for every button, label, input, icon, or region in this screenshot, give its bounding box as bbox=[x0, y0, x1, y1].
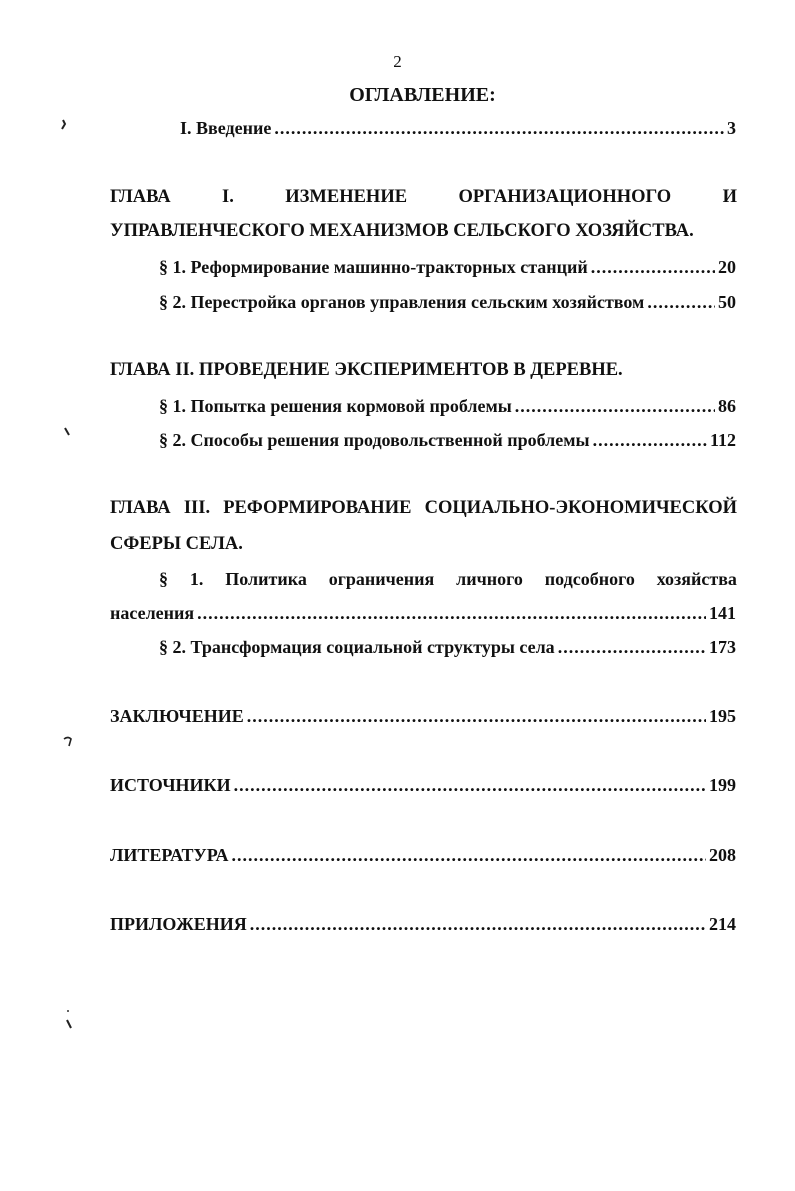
toc-entry-page: 3 bbox=[727, 118, 736, 138]
section-word: ограничения bbox=[328, 569, 435, 589]
toc-entry-page: 208 bbox=[709, 845, 736, 865]
heading-word: ИЗМЕНЕНИЕ bbox=[285, 187, 408, 207]
toc-entry-page: 112 bbox=[709, 430, 736, 450]
toc-entry-page: 195 bbox=[709, 706, 736, 726]
toc-entry-page: 214 bbox=[709, 914, 736, 934]
toc-entry-ch3-s1-line1[interactable] bbox=[159, 569, 737, 590]
leader-dots bbox=[274, 118, 724, 139]
heading-word: ГЛАВА bbox=[110, 498, 171, 518]
toc-entry-page: 199 bbox=[709, 775, 736, 795]
toc-entry-label: I. Введение bbox=[180, 118, 272, 138]
toc-entry-label: § 1. Попытка решения кормовой проблемы bbox=[159, 396, 512, 416]
chapter3-heading-line2: СФЕРЫ СЕЛА. bbox=[110, 534, 243, 554]
leader-dots bbox=[558, 637, 706, 658]
chapter1-heading-line1 bbox=[110, 187, 737, 208]
leader-dots bbox=[247, 706, 706, 727]
page-number: 2 bbox=[393, 52, 402, 71]
heading-word: I. bbox=[222, 187, 234, 207]
toc-entry-label: ИСТОЧНИКИ bbox=[110, 775, 231, 795]
toc-entry-page: 50 bbox=[718, 292, 736, 312]
toc-entry-conclusion[interactable] bbox=[110, 706, 736, 727]
toc-entry-intro[interactable] bbox=[180, 118, 736, 139]
toc-entry-literature[interactable] bbox=[110, 845, 736, 866]
toc-entry-label: § 2. Способы решения продовольственной проблемы bbox=[159, 430, 590, 450]
section-word: 1. bbox=[189, 569, 204, 589]
heading-word: III. bbox=[183, 498, 211, 518]
leader-dots bbox=[234, 775, 706, 796]
toc-entry-label: § 2. Перестройка органов управления сельским хозяйством bbox=[159, 292, 645, 312]
chapter1-heading-line2: УПРАВЛЕНЧЕСКОГО МЕХАНИЗМОВ СЕЛЬСКОГО ХОЗЯЙСТВА. bbox=[110, 221, 694, 241]
toc-entry-ch2-s2[interactable] bbox=[159, 430, 736, 451]
toc-entry-ch2-s1[interactable] bbox=[159, 396, 736, 417]
leader-dots bbox=[515, 396, 715, 417]
toc-entry-ch3-s2[interactable] bbox=[159, 637, 736, 658]
leader-dots bbox=[591, 257, 715, 278]
heading-word: ОРГАНИЗАЦИОННОГО bbox=[458, 187, 672, 207]
chapter3-heading-line1 bbox=[110, 498, 737, 519]
toc-entry-sources[interactable] bbox=[110, 775, 736, 796]
toc-entry-label: § 2. Трансформация социальной структуры села bbox=[159, 637, 555, 657]
heading-word: СОЦИАЛЬНО-ЭКОНОМИЧЕСКОЙ bbox=[424, 498, 737, 518]
toc-entry-ch1-s1[interactable] bbox=[159, 257, 736, 278]
toc-entry-label: населения bbox=[110, 603, 195, 623]
chapter2-heading: ГЛАВА II. ПРОВЕДЕНИЕ ЭКСПЕРИМЕНТОВ В ДЕРЕВНЕ. bbox=[110, 360, 623, 380]
toc-entry-page: 20 bbox=[718, 257, 736, 277]
toc-entry-label: ПРИЛОЖЕНИЯ bbox=[110, 914, 247, 934]
leader-dots bbox=[593, 430, 707, 451]
toc-entry-label: § 1. Реформирование машинно-тракторных станций bbox=[159, 257, 588, 277]
toc-title: ОГЛАВЛЕНИЕ: bbox=[349, 84, 496, 106]
toc-entry-ch1-s2[interactable] bbox=[159, 292, 736, 313]
toc-entry-label: ЛИТЕРАТУРА bbox=[110, 845, 229, 865]
section-word: § bbox=[159, 569, 168, 589]
toc-entry-label: ЗАКЛЮЧЕНИЕ bbox=[110, 706, 244, 726]
heading-word: И bbox=[722, 187, 737, 207]
section-word: личного bbox=[456, 569, 523, 589]
scan-speck-icon bbox=[62, 426, 72, 440]
heading-word: ГЛАВА bbox=[110, 187, 171, 207]
leader-dots bbox=[197, 603, 706, 624]
leader-dots bbox=[250, 914, 706, 935]
heading-word: РЕФОРМИРОВАНИЕ bbox=[223, 498, 412, 518]
toc-entry-page: 86 bbox=[718, 396, 736, 416]
leader-dots bbox=[647, 292, 715, 313]
toc-entry-appendices[interactable] bbox=[110, 914, 736, 935]
toc-entry-page: 173 bbox=[709, 637, 736, 657]
toc-entry-ch3-s1-line2[interactable] bbox=[110, 603, 736, 624]
section-word: Политика bbox=[225, 569, 307, 589]
toc-entry-page: 141 bbox=[709, 603, 736, 623]
scan-speck-icon bbox=[62, 735, 74, 749]
scan-speck-icon bbox=[58, 118, 68, 132]
section-word: подсобного bbox=[544, 569, 635, 589]
scan-speck-icon bbox=[64, 1008, 76, 1032]
leader-dots bbox=[231, 845, 706, 866]
section-word: хозяйства bbox=[656, 569, 737, 589]
